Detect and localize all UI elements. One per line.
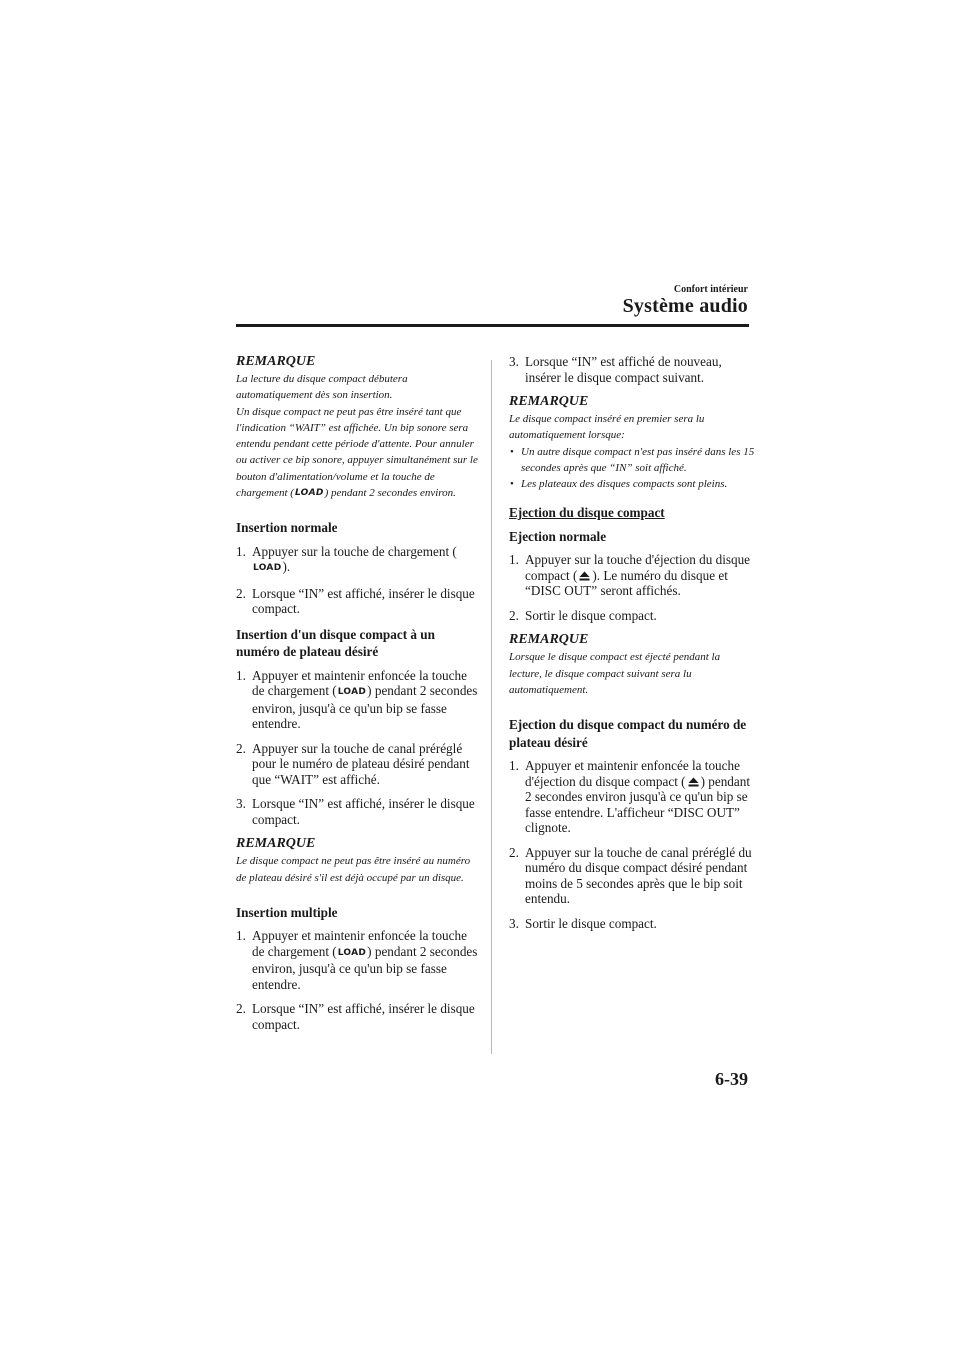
list-item: 3. Lorsque “IN” est affiché de nouveau, insérer le disque compact suivant. — [509, 354, 722, 385]
remarque-note — [509, 394, 755, 492]
remarque-line: Un disque compact ne peut pas être inséré tant que l'indication “WAIT” est affichée. Un bip sonore sera entendu pendant cette période d'attente. Pour annuler ou activer ce bip sonore, appuyer simultanément sur le bouton d'alimentation/volume et la touche de chargement (LOAD) pendant 2 secondes environ. — [236, 404, 478, 502]
remarque-note — [236, 354, 478, 501]
list-item: 1. Appuyer sur la touche d'éjection du disque compact ( ). Le numéro du disque et “DISC OUT” seront affichés. — [509, 552, 751, 599]
list-item: 3. Sortir le disque compact. — [509, 915, 657, 931]
list-item: 2. Sortir le disque compact. — [509, 607, 657, 623]
section-heading-ejection: Ejection du disque compact — [509, 505, 665, 521]
list-item: 2. Appuyer sur la touche de canal préréglé du numéro du disque compact désiré pendant moins de 5 secondes après que le bip soit entendu. — [509, 844, 752, 907]
remarque-text: Le disque compact inséré en premier sera lu automatiquement lorsque: — [509, 413, 705, 442]
remarque-text — [236, 371, 478, 501]
list-item: 1. Appuyer et maintenir enfoncée la touche de chargement (LOAD) pendant 2 secondes environ, jusqu'à ce qu'un bip se fasse entendre. — [236, 928, 478, 992]
right-column — [509, 354, 755, 940]
remarque-line: La lecture du disque compact débutera automatiquement dès son insertion. — [236, 373, 408, 402]
load-icon: LOAD — [337, 687, 367, 698]
load-icon: LOAD — [253, 563, 282, 574]
remarque-label: REMARQUE — [509, 394, 589, 409]
heading-ejection-normale: Ejection normale — [509, 528, 607, 544]
list-item: 1. Appuyer et maintenir enfoncée la touche de chargement (LOAD) pendant 2 secondes environ, jusqu'à ce qu'un bip se fasse entendre. — [236, 667, 478, 732]
steps-insertion-plateau — [236, 668, 478, 828]
steps-insertion-multiple — [236, 928, 478, 1032]
eject-icon — [688, 777, 699, 787]
list-item: 2. Lorsque “IN” est affiché, insérer le disque compact. — [236, 585, 475, 617]
remarque-label: REMARQUE — [236, 836, 316, 852]
remarque-label: REMARQUE — [236, 354, 316, 369]
steps-ejection-normale — [509, 552, 755, 623]
list-item: 2. Lorsque “IN” est affiché, insérer le disque compact. — [236, 1001, 475, 1032]
column-divider — [491, 360, 492, 1054]
heading-ejection-plateau: Ejection du disque compact du numéro de plateau désiré — [509, 717, 747, 750]
page-number: 6-39 — [715, 1069, 748, 1089]
page-title: Système audio — [622, 295, 748, 317]
remarque-label: REMARQUE — [509, 632, 589, 648]
list-item: 1. Appuyer sur la touche de chargement (LOAD). — [236, 544, 478, 577]
eject-icon — [579, 571, 590, 581]
steps-insertion-normale — [236, 544, 478, 617]
remarque-note — [509, 632, 755, 698]
heading-insertion-multiple: Insertion multiple — [236, 904, 338, 920]
list-item: 2. Appuyer sur la touche de canal préréglé pour le numéro de plateau désiré pendant que “WAIT” est affiché. — [236, 740, 470, 787]
list-item: • Un autre disque compact n'est pas inséré dans les 15 secondes après que “IN” soit affiché. — [509, 444, 755, 477]
load-icon: LOAD — [294, 488, 324, 499]
left-column — [236, 354, 478, 1041]
heading-insertion-normale: Insertion normale — [236, 520, 338, 536]
heading-insertion-plateau: Insertion d'un disque compact à un numéro de plateau désiré — [236, 626, 435, 660]
remarque-text: Le disque compact ne peut pas être inséré au numéro de plateau désiré s'il est déjà occupé par un disque. — [236, 855, 471, 884]
list-item: 3. Lorsque “IN” est affiché, insérer le disque compact. — [236, 796, 475, 827]
remarque-note — [236, 836, 478, 886]
steps-ejection-plateau — [509, 758, 755, 931]
header-rule — [236, 324, 749, 327]
list-item: • Les plateaux des disques compacts sont pleins. — [509, 476, 755, 492]
section-label: Confort intérieur — [673, 284, 748, 295]
remarque-text: Lorsque le disque compact est éjecté pendant la lecture, le disque compact suivant sera lu automatiquement. — [509, 651, 721, 697]
remarque-bullets — [509, 444, 755, 493]
steps-insertion-multiple-cont — [509, 354, 755, 385]
list-item: 1. Appuyer et maintenir enfoncée la touche d'éjection du disque compact ( ) pendant 2 secondes environ jusqu'à ce qu'un bip se fasse entendre. L'afficheur “DISC OUT” clignote. — [509, 758, 751, 836]
load-icon: LOAD — [337, 947, 367, 958]
